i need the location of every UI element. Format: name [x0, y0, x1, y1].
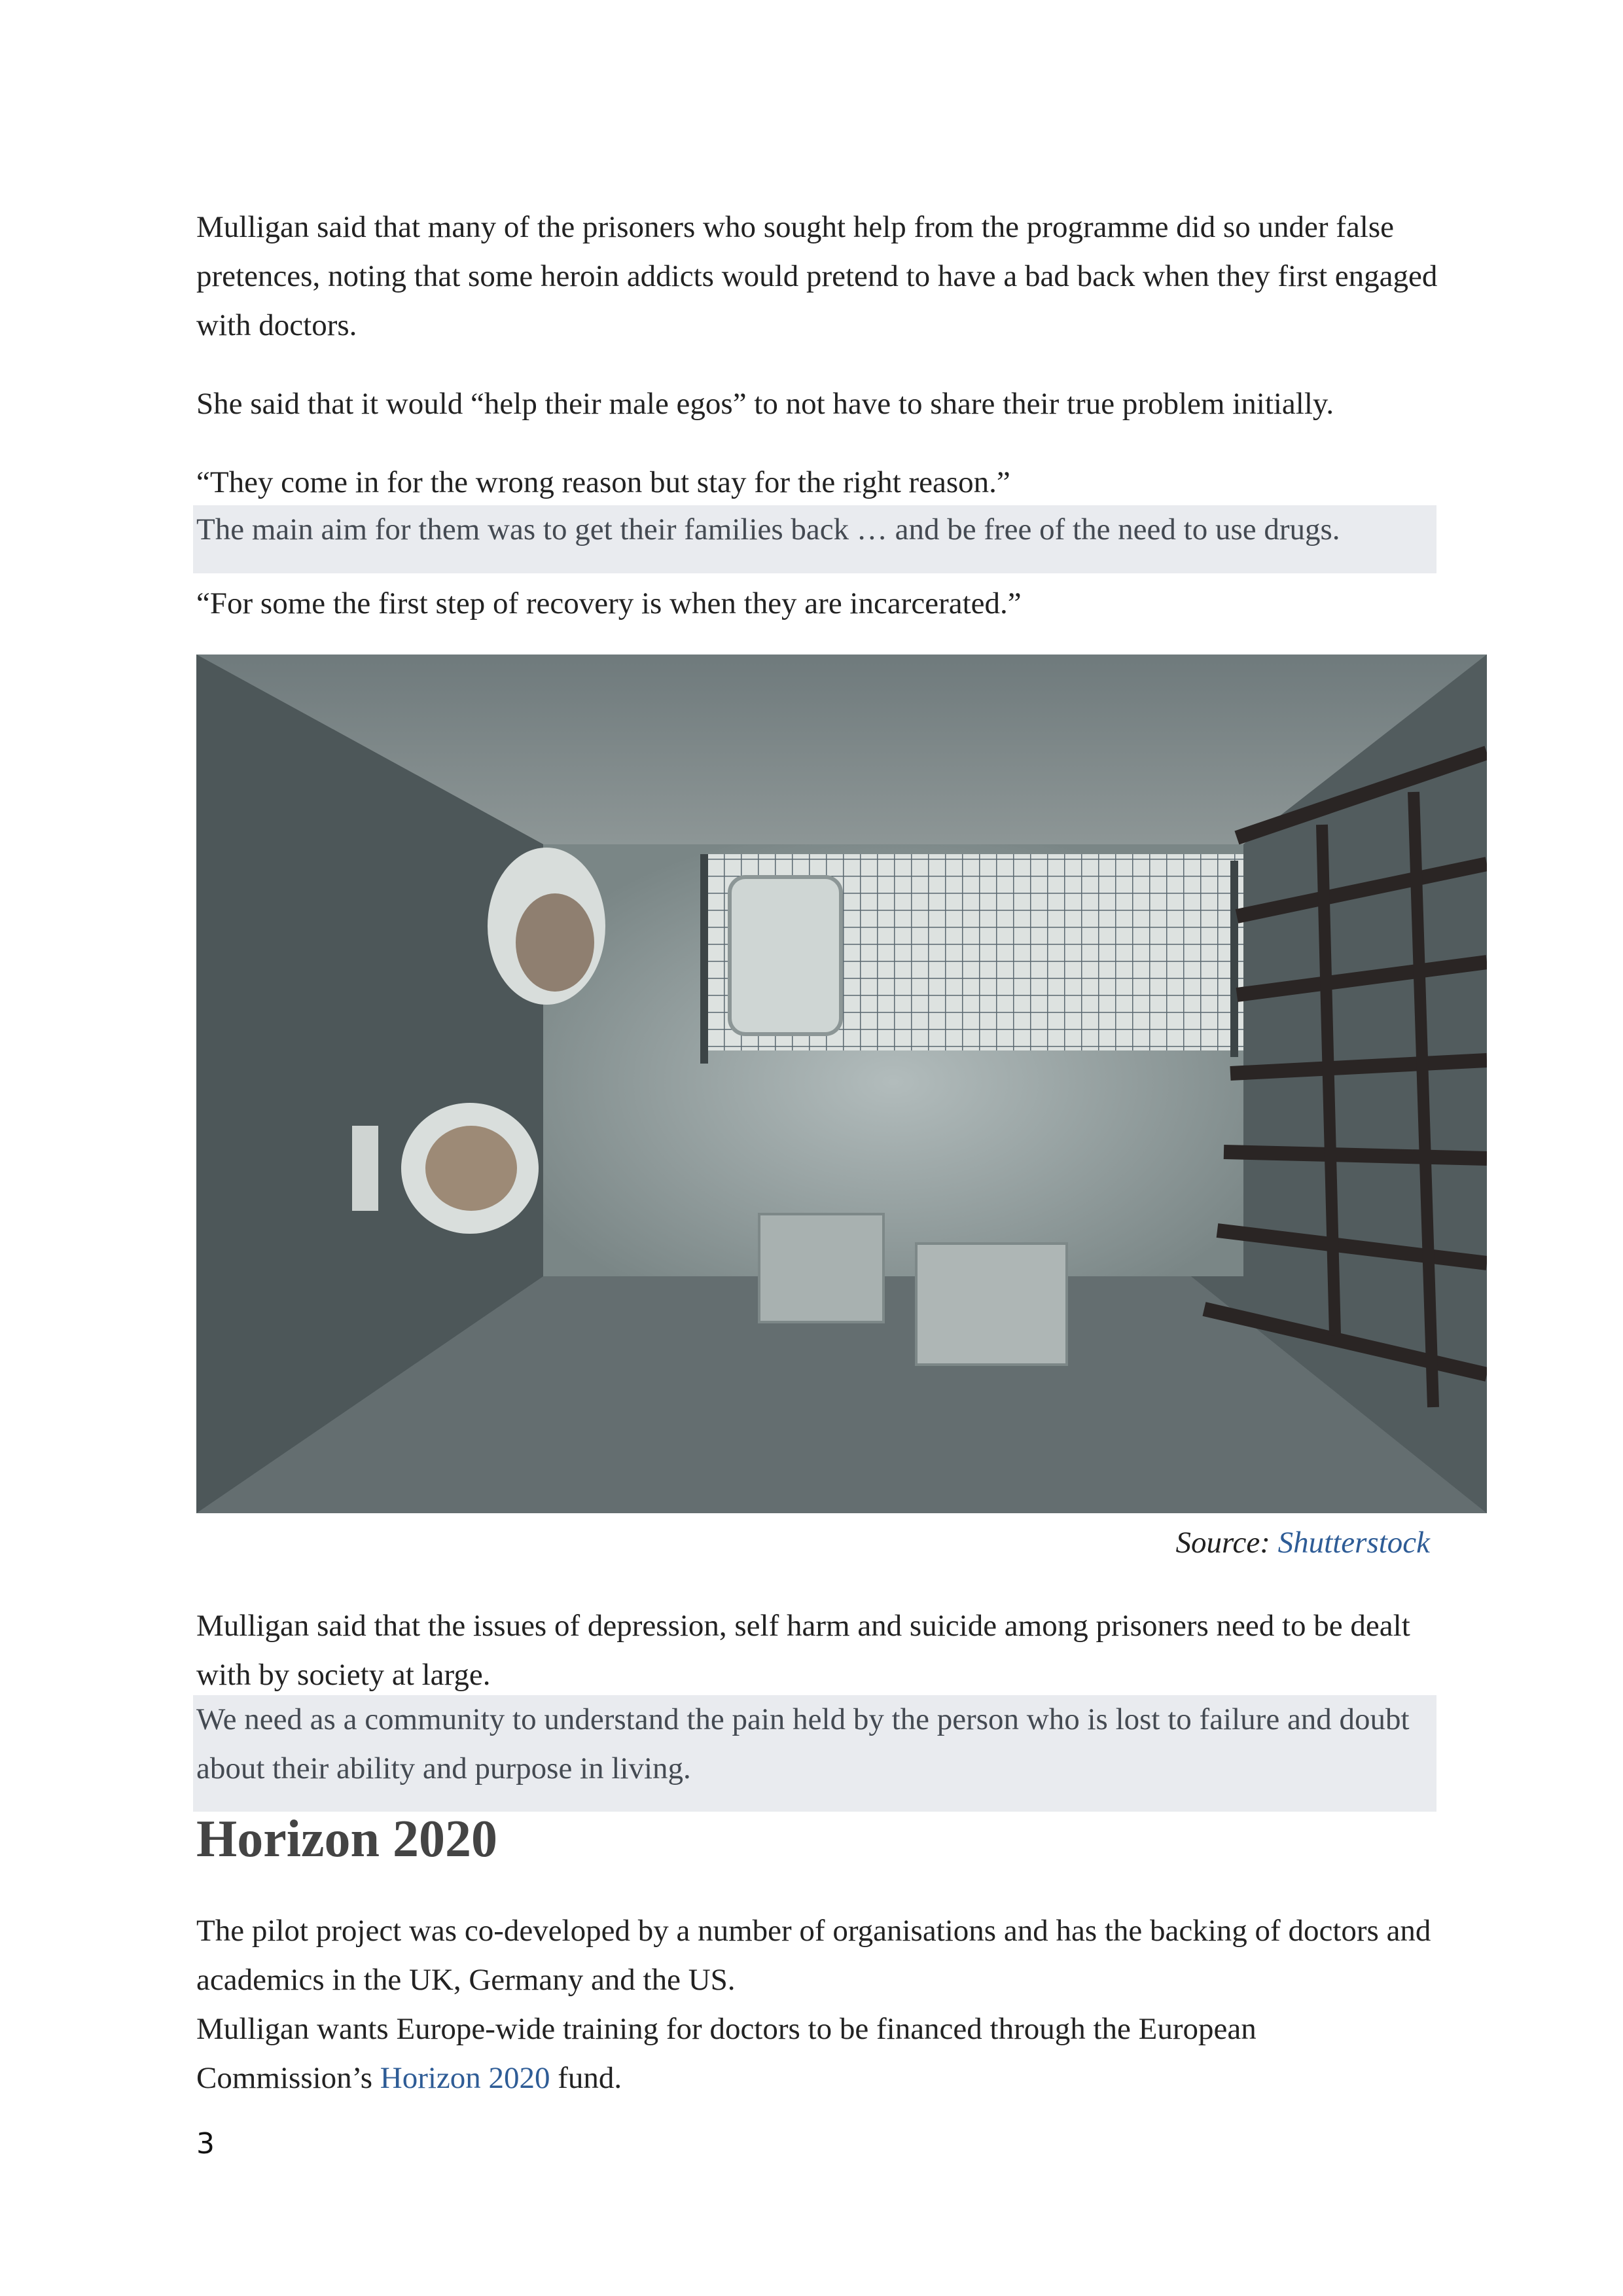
prison-cell-photo [196, 655, 1487, 1513]
page-number: 3 [196, 2127, 215, 2161]
paragraph-pilot-project: The pilot project was co-developed by a number of organisations and has the backing of doctors and academics in the UK, Germany and the US. [196, 1914, 1431, 1997]
funding-text: Mulligan wants Europe-wide training for doctors to be financed through the European Commission’s [196, 2012, 1257, 2095]
paragraph-depression: Mulligan said that the issues of depression, self harm and suicide among prisoners need to be dealt with by society at large. [196, 1609, 1410, 1692]
section-heading: Horizon 2020 [196, 1810, 497, 1868]
paragraph-funding [196, 2005, 1440, 2103]
paragraph-false-pretences: Mulligan said that many of the prisoners who sought help from the programme did so under false pretences, noting that some heroin addicts would pretend to have a bad back when they first engaged with doctors. [196, 210, 1438, 342]
funding-text-end: fund. [550, 2061, 622, 2095]
pull-quote-community: We need as a community to understand the pain held by the person who is lost to failure and doubt about their ability and purpose in living. [193, 1695, 1436, 1812]
paragraph-male-egos: She said that it would “help their male egos” to not have to share their true problem initially. [196, 387, 1334, 421]
image-caption [1175, 1518, 1430, 1568]
caption-prefix: Source: [1175, 1526, 1278, 1560]
horizon-2020-link[interactable]: Horizon 2020 [380, 2061, 550, 2095]
shutterstock-link[interactable]: Shutterstock [1277, 1526, 1430, 1560]
paragraph-first-step: “For some the first step of recovery is when they are incarcerated.” [196, 586, 1022, 620]
paragraph-wrong-reason: “They come in for the wrong reason but stay for the right reason.” [196, 465, 1010, 499]
pull-quote-families: The main aim for them was to get their families back … and be free of the need to use drugs. [193, 505, 1436, 573]
